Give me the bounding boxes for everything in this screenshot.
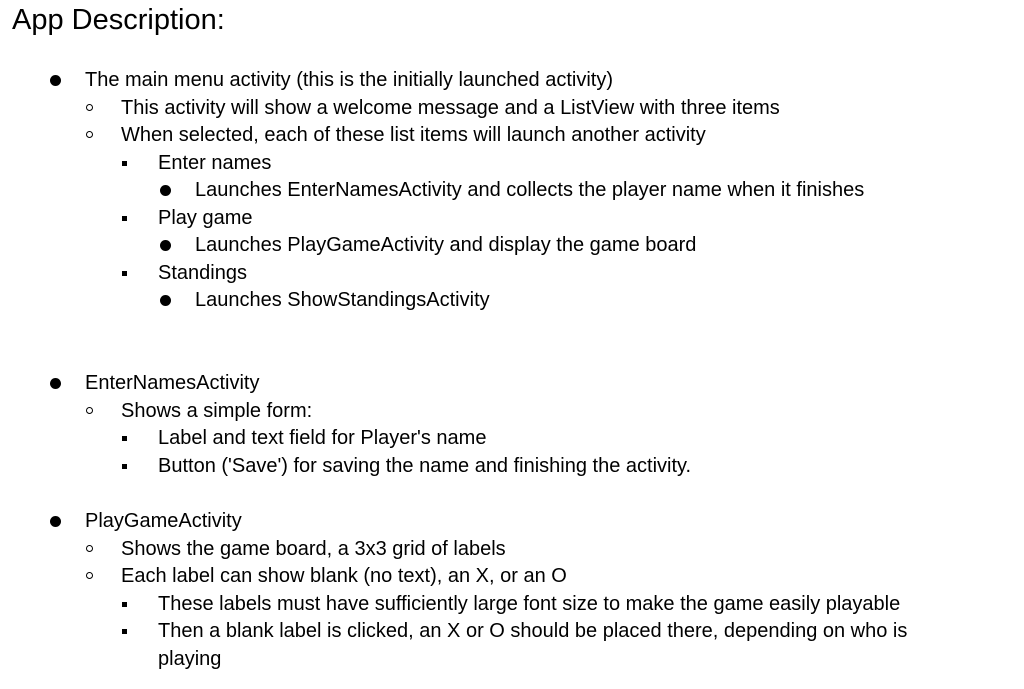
play-game-subitem: Then a blank label is clicked, an X or O should be placed there, depending on who is [158,620,908,642]
enter-names-subitem: Label and text field for Player's name [158,427,487,449]
level3-bullet [122,216,127,221]
level3-bullet [122,161,127,166]
play-game-subitem-continuation: playing [158,648,222,670]
list-item-play-game: Play game [158,207,253,229]
level3-bullet [122,271,127,276]
list-item-enter-names: Enter names [158,152,272,174]
play-game-item: Each label can show blank (no text), an X, or an O [121,565,567,587]
main-menu-item: When selected, each of these list items will launch another activity [121,124,706,146]
level3-bullet [122,464,127,469]
play-game-item: Shows the game board, a 3x3 grid of labels [121,538,506,560]
enter-names-item: Shows a simple form: [121,400,313,422]
level1-bullet [50,516,61,527]
main-menu-item: This activity will show a welcome message and a ListView with three items [121,97,780,119]
list-item-description: Launches ShowStandingsActivity [195,289,490,311]
document-title: App Description: [12,4,225,36]
list-item-description: Launches EnterNamesActivity and collects the player name when it finishes [195,179,865,201]
list-item-standings: Standings [158,262,247,284]
level2-bullet [86,572,93,579]
level4-bullet [160,295,171,306]
list-item-description: Launches PlayGameActivity and display the game board [195,234,697,256]
level3-bullet [122,629,127,634]
main-menu-heading: The main menu activity (this is the initially launched activity) [85,69,613,91]
level2-bullet [86,104,93,111]
enter-names-heading: EnterNamesActivity [85,372,260,394]
level2-bullet [86,131,93,138]
level1-bullet [50,75,61,86]
enter-names-subitem: Button ('Save') for saving the name and finishing the activity. [158,455,692,477]
level2-bullet [86,545,93,552]
level3-bullet [122,436,127,441]
level4-bullet [160,185,171,196]
play-game-subitem: These labels must have sufficiently large font size to make the game easily playable [158,593,901,615]
level3-bullet [122,602,127,607]
level1-bullet [50,378,61,389]
play-game-heading: PlayGameActivity [85,510,242,532]
level4-bullet [160,240,171,251]
level2-bullet [86,407,93,414]
